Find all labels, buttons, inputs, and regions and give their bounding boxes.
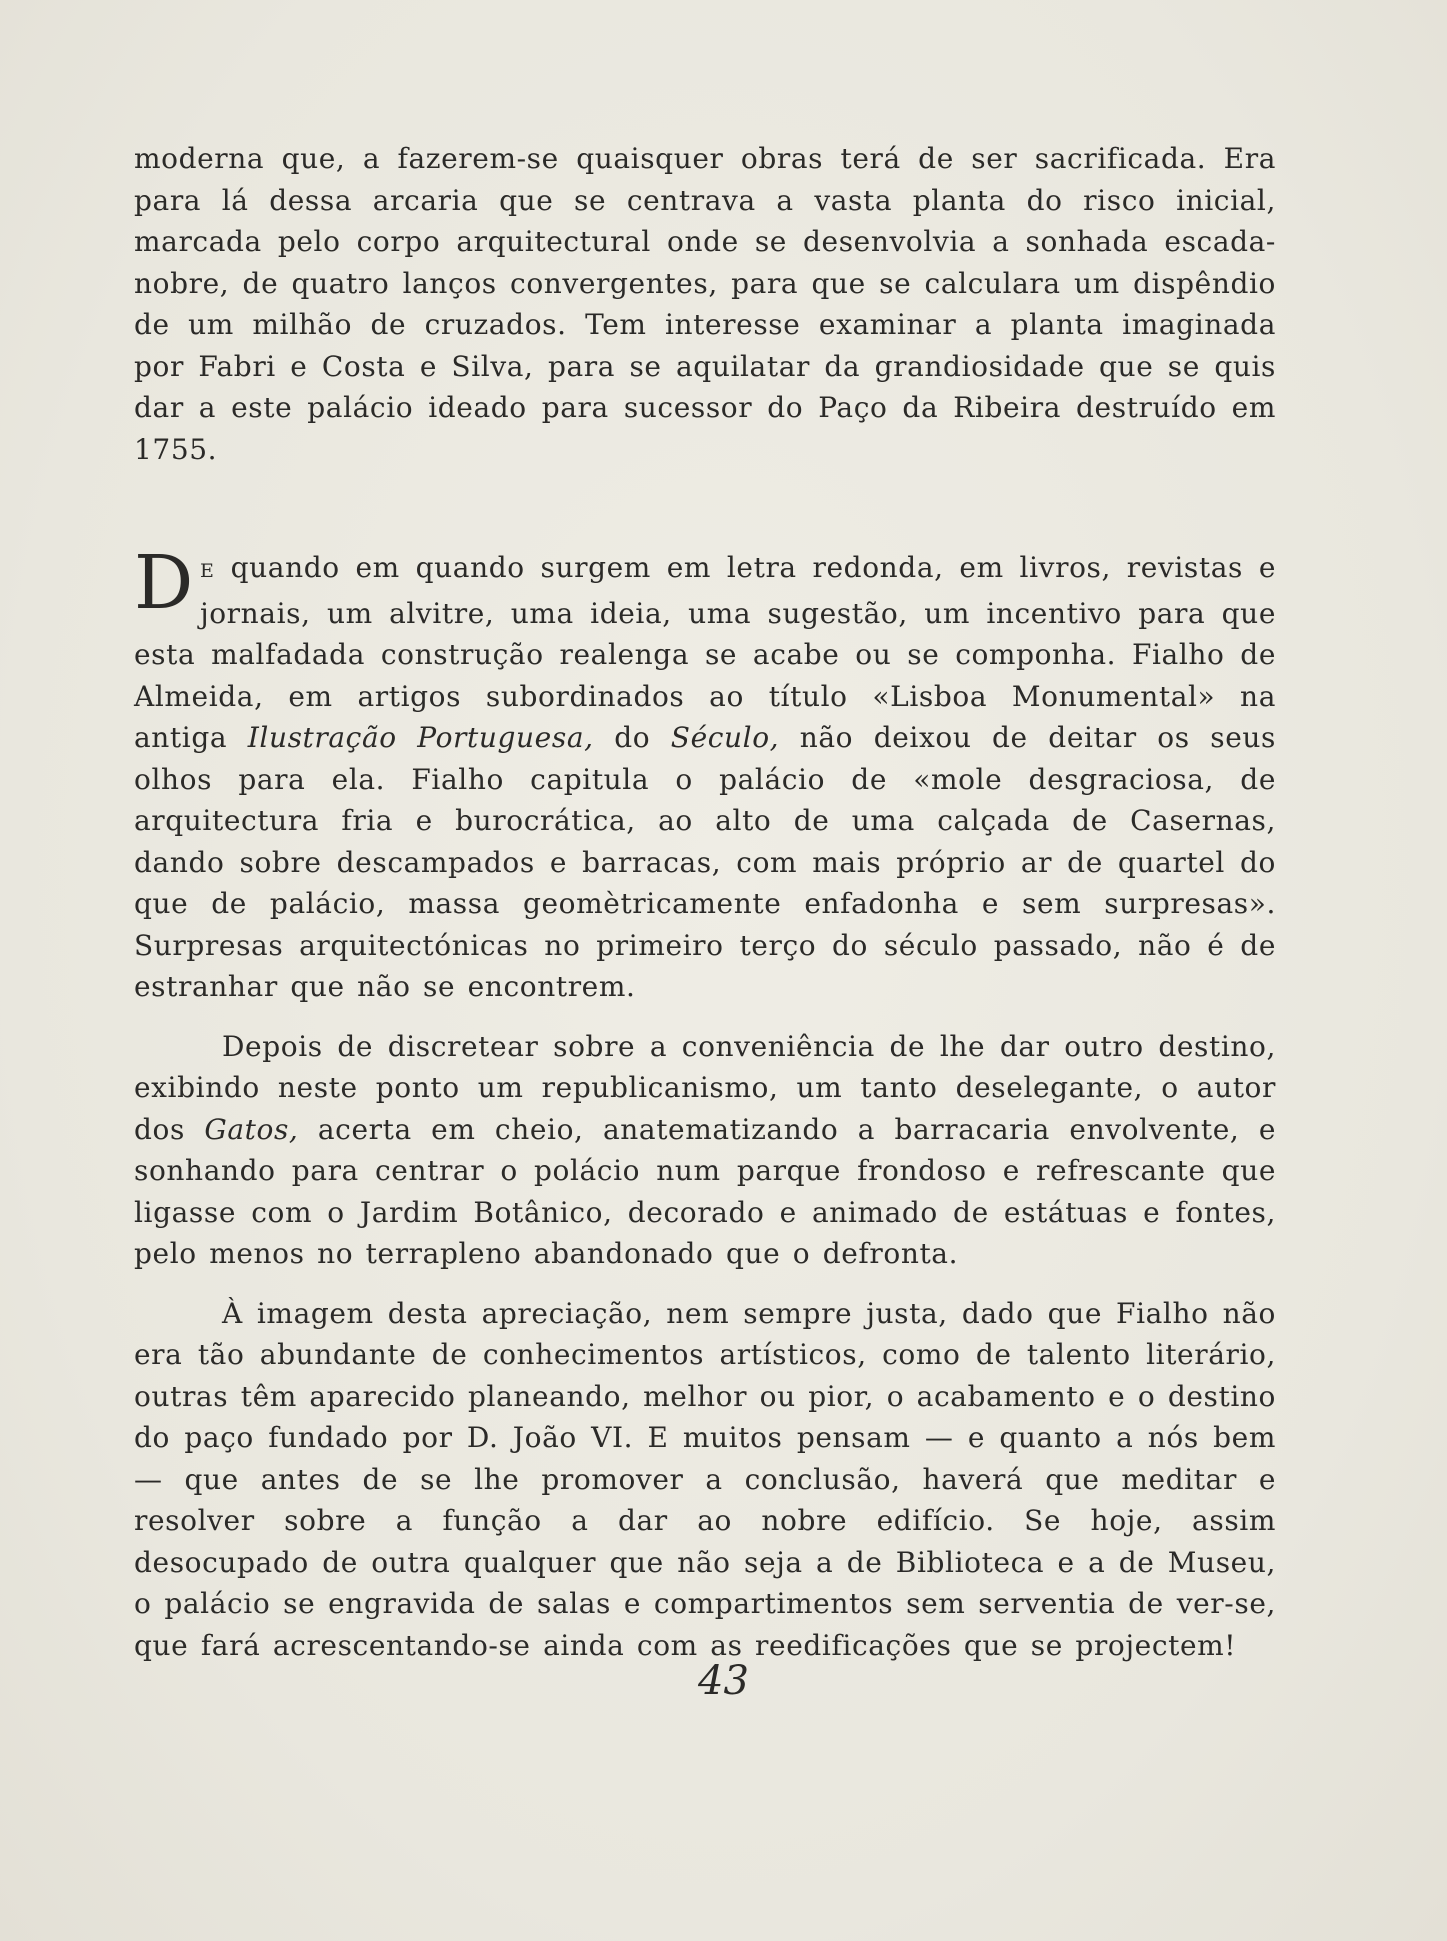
paragraph-1: moderna que, a fazerem-se quaisquer obras terá de ser sacrificada. Era para lá dessa arcaria que se centrava a vasta planta do risco inicial, marcada pelo corpo arquitectural onde se desenvolvia a sonhada escada-nobre, de quatro lanços convergentes, para que se calculara um dispêndio de um milhão de cruzados. Tem interesse examinar a planta imaginada por Fabri e Costa e Silva, para se aquilatar da grandiosidade que se quis dar a este palácio ideado para sucessor do Paço da Ribeira destruído em 1755. bbox=[134, 142, 1276, 466]
paragraph-3 bbox=[134, 1026, 1276, 1275]
body-text bbox=[134, 138, 1276, 1666]
page-number: 43 bbox=[698, 1658, 749, 1704]
drop-cap-letter: D bbox=[134, 540, 194, 626]
book-title: Gatos, bbox=[204, 1112, 299, 1146]
magazine-title: Ilustração Portuguesa, bbox=[247, 721, 594, 754]
paragraph-2-text-c: não deixou de deitar os seus olhos para ela. Fialho capitula o palácio de «mole desgraciosa, de arquitectura fria e burocrática, ao alto de uma calçada de Casernas, dando sobre descampados e barracas, com mais próprio ar de quartel do que de palácio, massa geomètricamente enfadonha e sem surpresas». Surpresas arquitectónicas no primeiro terço do século passado, não é de estranhar que não se encontrem. bbox=[134, 721, 1277, 1003]
paragraph-4: À imagem desta apreciação, nem sempre justa, dado que Fialho não era tão abundante de conhecimentos artísticos, como de talento literário, outras têm aparecido planeando, melhor ou pior, o acabamento e o destino do paço fundado por D. João VI. E muitos pensam — e quanto a nós bem — que antes de se lhe promover a conclusão, haverá que meditar e resolver sobre a função a dar ao nobre edifício. Se hoje, assim desocupado de outra qualquer que não seja a de Biblioteca e a de Museu, o palácio se engravida de salas e compartimentos sem serventia de ver-se, que fará acrescentando-se ainda com as reedificações que se projectem! bbox=[134, 1296, 1276, 1662]
paragraph-3-text-a: Depois de discretear sobre a conveniência de lhe dar outro destino, exibindo neste ponto um republicanismo, um tanto deselegante, o autor dos bbox=[134, 1029, 1276, 1146]
paragraph-2 bbox=[134, 540, 1277, 1008]
paragraph-2-text-a: quando em quando surgem em letra redonda, em livros, revistas e jornais, um alvitre, uma ideia, uma sugestão, um incentivo para que esta malfadada construção realenga se acabe ou se componha. Fialho de Almeida, em artigos subordinados ao título «Lisboa Monumental» na antiga bbox=[134, 551, 1276, 754]
small-cap-letter: E bbox=[199, 560, 215, 582]
newspaper-title: Século, bbox=[670, 721, 780, 754]
paragraph-3-text-b: acerta em cheio, anatematizando a barracaria envolvente, e sonhando para centrar o polácio num parque frondoso e refrescante que ligasse com o Jardim Botânico, decorado e animado de estátuas e fontes, pelo menos no terrapleno abandonado que o defronta. bbox=[134, 1112, 1276, 1270]
paragraph-2-text-b: do bbox=[593, 721, 671, 754]
